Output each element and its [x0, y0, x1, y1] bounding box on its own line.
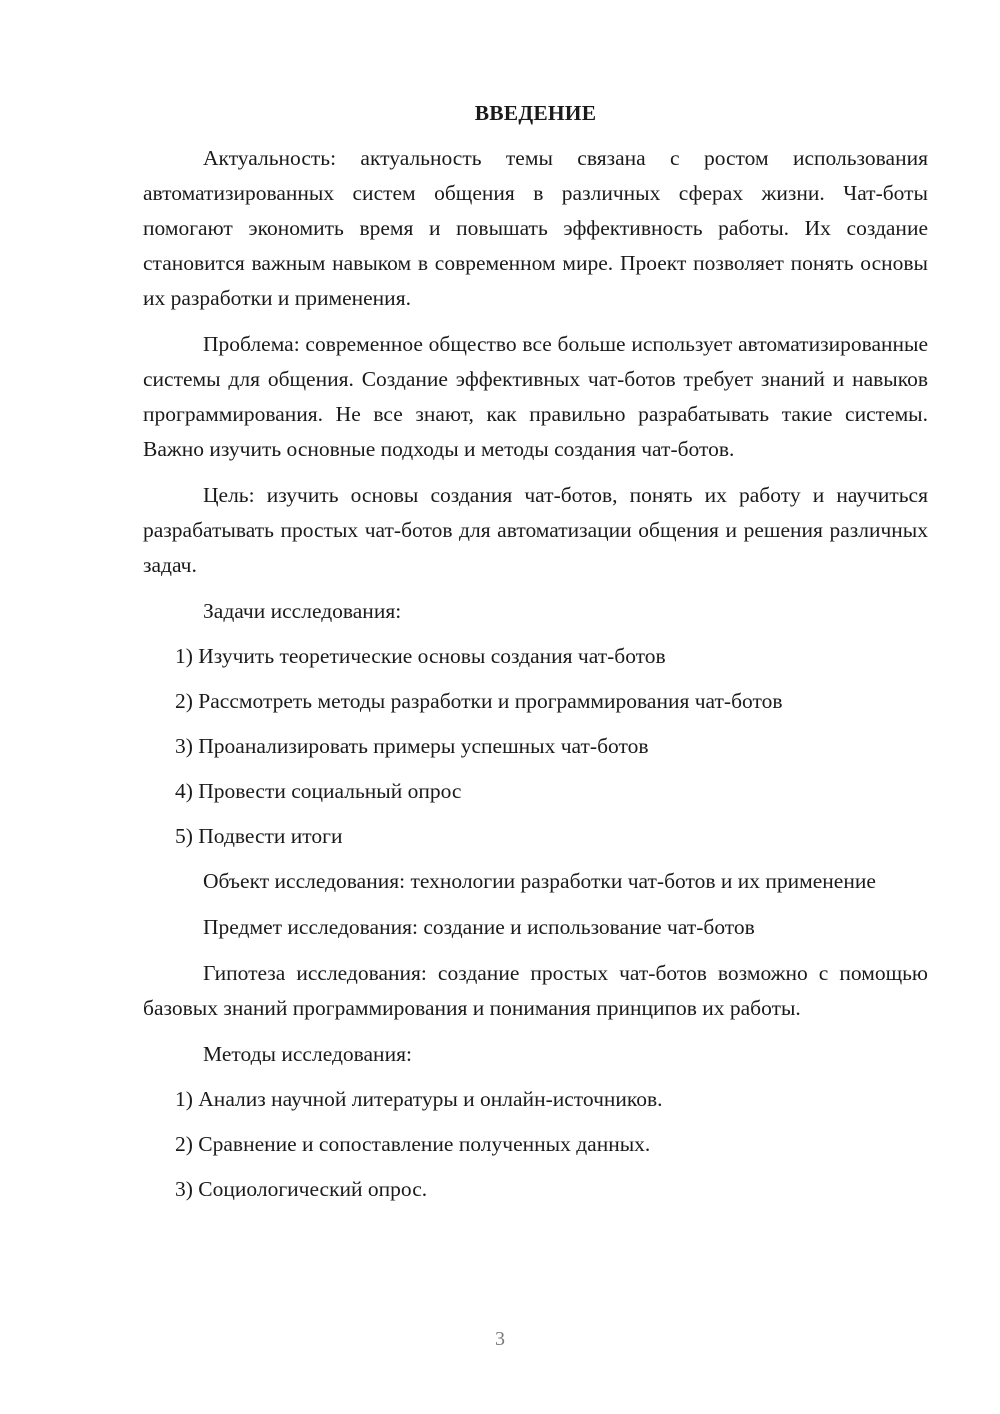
paragraph-object: Объект исследования: технологии разработки чат-ботов и их применение — [203, 869, 876, 893]
list-item: 1) Анализ научной литературы и онлайн-источников. — [175, 1087, 663, 1111]
list-item: 1) Изучить теоретические основы создания чат-ботов — [175, 644, 666, 668]
paragraph-relevance: Актуальность: актуальность темы связана с ростом использования автоматизированных систем общения в различных сферах жизни. Чат-боты помогают экономить время и повышать эффективность работы. Их создание становится важным навыком в современном мире. Проект позволяет понять основы их разработки и применения. — [143, 146, 928, 310]
page-number: 3 — [495, 1328, 505, 1350]
tasks-list — [143, 639, 928, 854]
list-item: 4) Провести социальный опрос — [175, 779, 462, 803]
list-item: 2) Рассмотреть методы разработки и программирования чат-ботов — [175, 689, 783, 713]
methods-list — [143, 1082, 928, 1207]
list-item: 3) Социологический опрос. — [175, 1177, 428, 1201]
paragraph-problem: Проблема: современное общество все больше использует автоматизированные системы для общения. Создание эффективных чат-ботов требует знаний и навыков программирования. Не все знают, как правильно разрабатывать такие системы. Важно изучить основные подходы и методы создания чат-ботов. — [143, 332, 928, 461]
list-item: 5) Подвести итоги — [175, 824, 343, 848]
paragraph-hypothesis: Гипотеза исследования: создание простых чат-ботов возможно с помощью базовых знаний программирования и понимания принципов их работы. — [143, 961, 928, 1020]
paragraph-subject: Предмет исследования: создание и использование чат-ботов — [203, 915, 755, 939]
document-title: ВВЕДЕНИЕ — [474, 101, 597, 125]
paragraph-goal: Цель: изучить основы создания чат-ботов, понять их работу и научиться разрабатывать простых чат-ботов для автоматизации общения и решения различных задач. — [143, 483, 928, 577]
tasks-heading: Задачи исследования: — [203, 599, 402, 623]
methods-heading: Методы исследования: — [203, 1042, 412, 1066]
document-page — [143, 96, 928, 1217]
list-item: 3) Проанализировать примеры успешных чат-ботов — [175, 734, 649, 758]
list-item: 2) Сравнение и сопоставление полученных данных. — [175, 1132, 651, 1156]
